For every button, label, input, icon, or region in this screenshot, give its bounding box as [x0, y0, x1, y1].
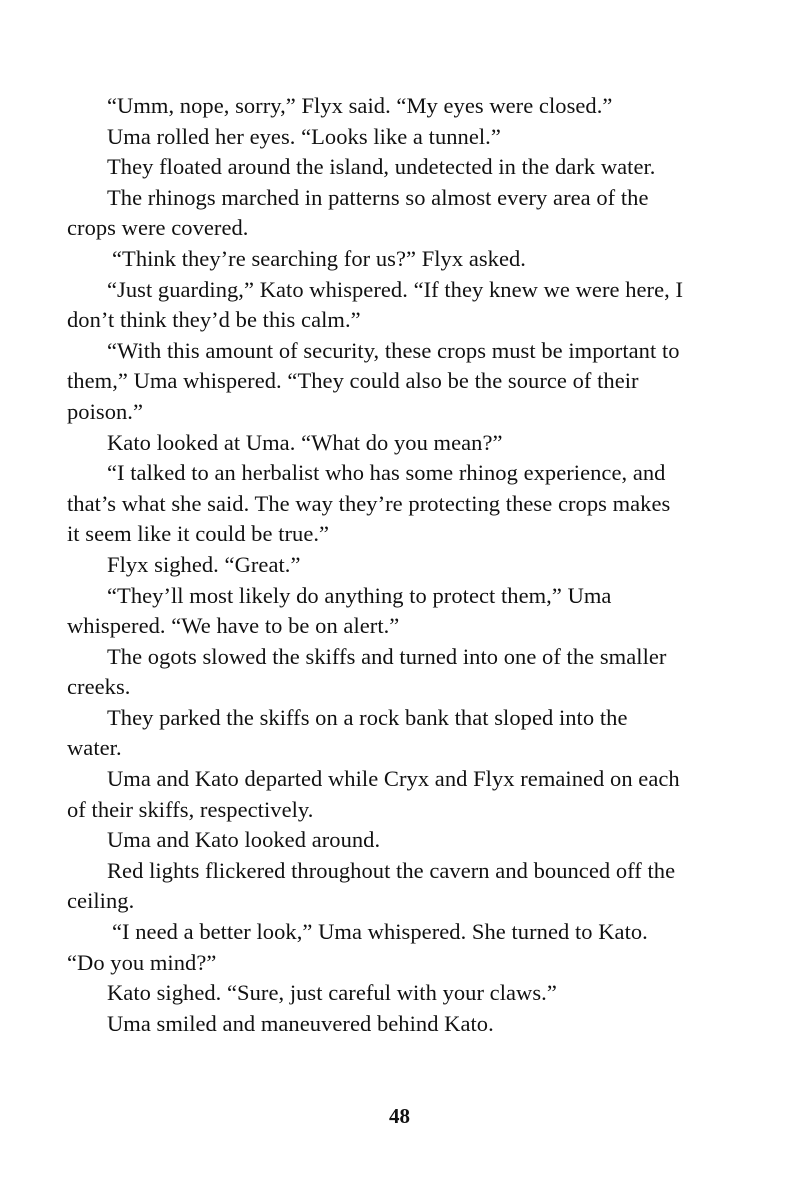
paragraph: Uma and Kato looked around.: [107, 827, 381, 853]
page-body: [67, 91, 687, 1039]
paragraph: Flyx sighed. “Great.”: [107, 551, 301, 577]
paragraph: Red lights flickered throughout the cavern and bounced off the ceiling.: [67, 857, 676, 914]
paragraph: “Just guarding,” Kato whispered. “If they knew we were here, I don’t think they’d be this calm.”: [67, 276, 684, 333]
paragraph: They floated around the island, undetected in the dark water.: [107, 154, 656, 180]
paragraph: “I need a better look,” Uma whispered. She turned to Kato. “Do you mind?”: [67, 919, 648, 975]
paragraph: “With this amount of security, these crops must be important to them,” Uma whispered. “They could also be the source of their poison.”: [67, 337, 680, 424]
paragraph: Uma rolled her eyes. “Looks like a tunnel.”: [107, 123, 501, 149]
paragraph: Uma smiled and maneuvered behind Kato.: [107, 1010, 494, 1036]
paragraph: They parked the skiffs on a rock bank that sloped into the water.: [67, 704, 628, 761]
paragraph: “Think they’re searching for us?” Flyx asked.: [112, 245, 526, 271]
paragraph: “I talked to an herbalist who has some rhinog experience, and that’s what she said. The way they’re protecting these crops makes it seem like it could be true.”: [67, 460, 671, 547]
paragraph: Kato sighed. “Sure, just careful with your claws.”: [107, 980, 557, 1006]
paragraph: Uma and Kato departed while Cryx and Flyx remained on each of their skiffs, respectively.: [67, 766, 680, 822]
paragraph: “Umm, nope, sorry,” Flyx said. “My eyes were closed.”: [107, 93, 613, 118]
paragraph: The ogots slowed the skiffs and turned into one of the smaller creeks.: [67, 643, 667, 700]
page-number: 48: [389, 1104, 410, 1128]
paragraph: Kato looked at Uma. “What do you mean?”: [107, 429, 503, 455]
paragraph: The rhinogs marched in patterns so almost every area of the crops were covered.: [67, 184, 649, 241]
paragraph: “They’ll most likely do anything to protect them,” Uma whispered. “We have to be on alert.”: [67, 582, 612, 639]
